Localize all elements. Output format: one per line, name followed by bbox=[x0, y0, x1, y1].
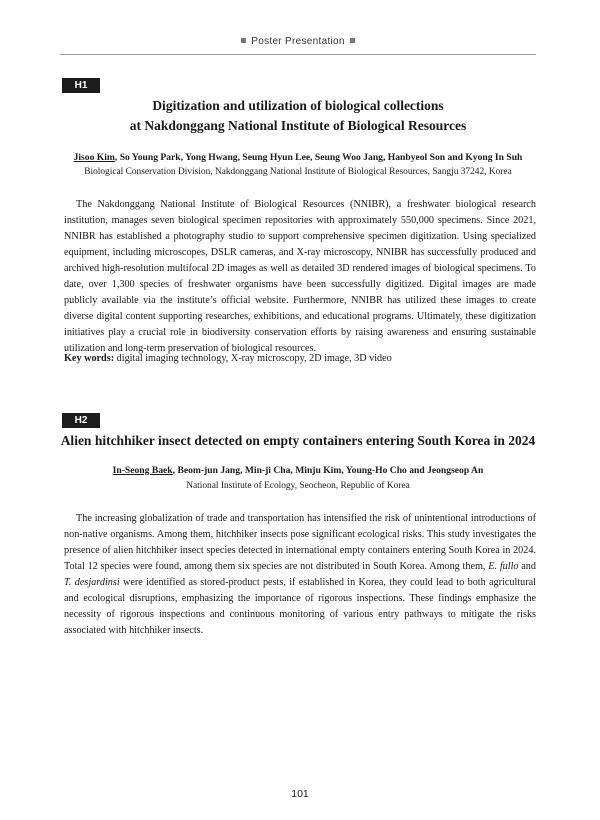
square-bullet-icon bbox=[350, 38, 355, 43]
author-list bbox=[60, 152, 536, 163]
paper-title bbox=[60, 431, 536, 451]
co-authors: , So Young Park, Yong Hwang, Seung Hyun Lee, Seung Woo Jang, Hanbyeol Son and Kyong In Suh bbox=[114, 152, 523, 163]
section-header bbox=[60, 36, 536, 47]
paper-title-line: Digitization and utilization of biological collections bbox=[152, 98, 444, 113]
page-number: 101 bbox=[291, 788, 309, 800]
species-name: E. fullo bbox=[488, 561, 519, 572]
abstract-text: and bbox=[518, 561, 536, 572]
keywords bbox=[64, 353, 536, 364]
author-list bbox=[60, 465, 536, 476]
abstract-text: The increasing globalization of trade and transportation has intensified the risk of unintentional introductions of non-native organisms. Among them, hitchhiker insects pose significant ecological risks. This study investigates the presence of alien hitchhiker insect species detected in international empty containers entering South Korea in 2024. Total 12 species were found, among them six species are not distributed in South Korea. Among them, bbox=[64, 513, 536, 572]
presenting-author: In-Seong Baek bbox=[112, 465, 173, 476]
paper-title-line: at Nakdonggang National Institute of Biological Resources bbox=[129, 118, 467, 133]
abstract-text: were identified as stored-product pests, if established in Korea, they could lead to both agricultural and ecological disruptions, emphasizing the importance of rigorous inspections. These findings emphasize the necessity of rigorous inspections and continuous monitoring of various entry pathways to mitigate the risks associated with hitchhiker insects. bbox=[64, 577, 536, 636]
keywords-label: Key words: bbox=[64, 353, 115, 364]
section-header-label: Poster Presentation bbox=[251, 36, 345, 47]
abstract-body: The Nakdonggang National Institute of Biological Resources (NNIBR), a freshwater biological research institution, manages seven biological specimen repositories with approximately 550,000 specimens. Since 2021, NNIBR has established a photography studio to support comprehensive specimen digitization. Using specialized equipment, including microscopes, DSLR cameras, and X-ray microscopy, NNIBR has successfully produced and archived high-resolution multifocal 2D images as well as detailed 3D rendered images of biological specimens. To date, over 1,300 species of freshwater organisms have been successfully digitized. Digital images are made publicly available via the institute’s official website. Furthermore, NNIBR has utilized these images to create diverse digital content supporting researches, exhibitions, and educational programs. Ultimately, these digitization initiatives play a crucial role in biodiversity conservation efforts by raising awareness and ensuring sustainable utilization and long-term preservation of biological resources. bbox=[64, 199, 536, 354]
abstract-id-badge: H2 bbox=[62, 413, 100, 428]
square-bullet-icon bbox=[241, 38, 246, 43]
presenting-author: Jisoo Kim bbox=[73, 152, 115, 163]
header-divider bbox=[60, 54, 536, 55]
abstract-id-badge: H1 bbox=[62, 78, 100, 93]
paper-title-line: Alien hitchhiker insect detected on empty containers entering South Korea in 2024 bbox=[60, 433, 536, 448]
affiliation: National Institute of Ecology, Seocheon, Republic of Korea bbox=[186, 481, 410, 491]
species-name: T. desjardinsi bbox=[64, 577, 120, 588]
paper-title bbox=[60, 96, 536, 136]
co-authors: , Beom-jun Jang, Min-ji Cha, Minju Kim, Young-Ho Cho and Jeongseop An bbox=[172, 465, 484, 476]
keywords-list: digital imaging technology, X-ray microscopy, 2D image, 3D video bbox=[114, 353, 392, 364]
affiliation: Biological Conservation Division, Nakdonggang National Institute of Biological Resources, Sangju 37242, Korea bbox=[84, 167, 512, 177]
abstract-body bbox=[64, 511, 536, 639]
